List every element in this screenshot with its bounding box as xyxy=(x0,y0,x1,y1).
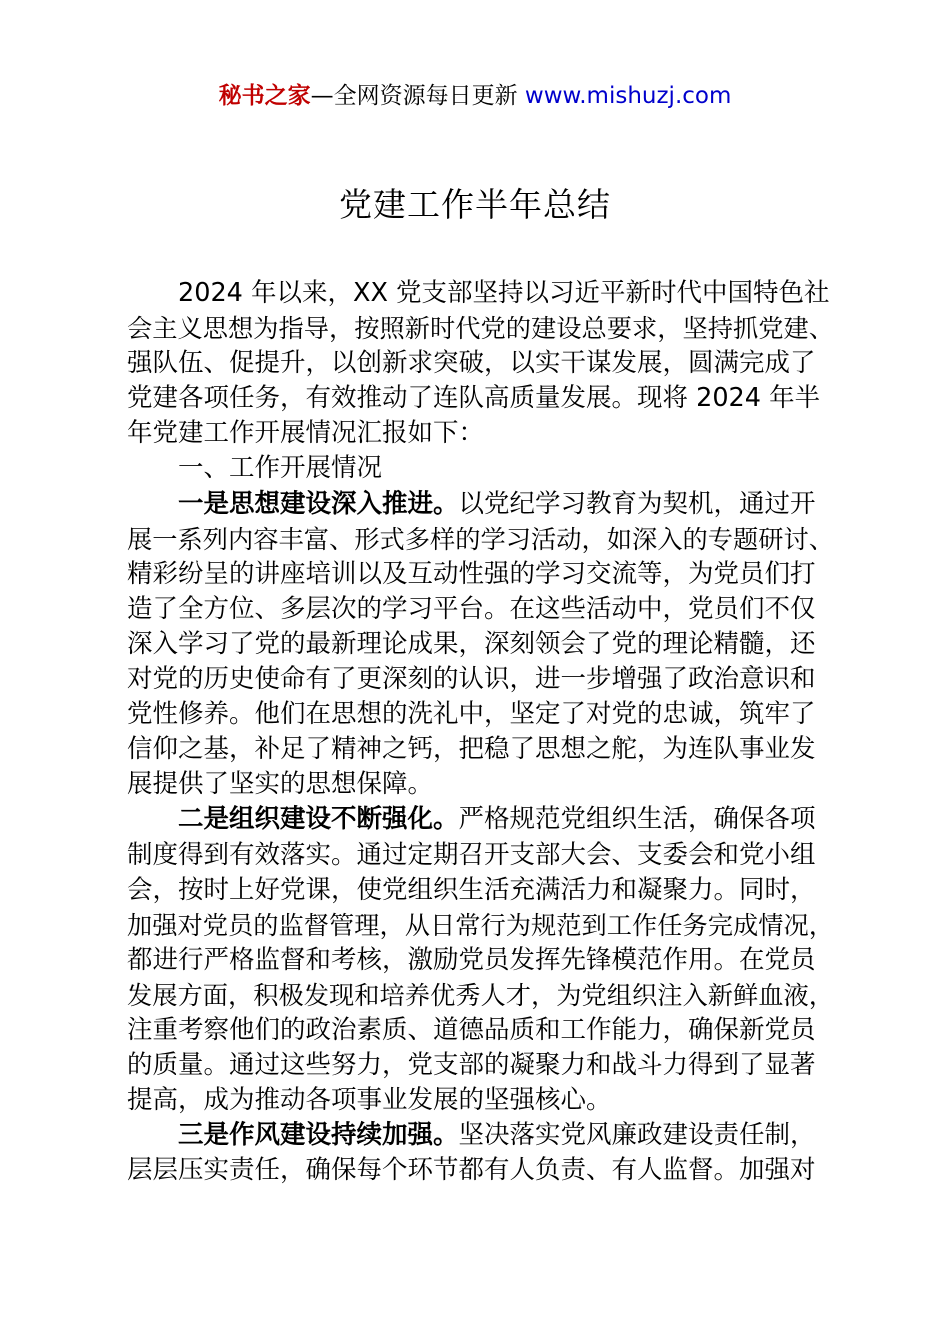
text-line xyxy=(127,873,837,908)
text-line xyxy=(127,416,837,451)
text-line xyxy=(127,451,837,486)
line-text: 会，按时上好党课，使党组织生活充满活力和凝聚力。同时， xyxy=(127,874,816,905)
site-header xyxy=(0,80,950,112)
line-text: 深入学习了党的最新理论成果，深刻领会了党的理论精髓，还 xyxy=(127,628,816,659)
text-line xyxy=(127,1083,837,1118)
text-line xyxy=(127,381,837,416)
text-line xyxy=(127,1048,837,1083)
line-text: 发展方面，积极发现和培养优秀人才，为党组织注入新鲜血液， xyxy=(127,980,834,1010)
text-line xyxy=(127,1013,837,1048)
text-line xyxy=(127,767,837,802)
line-text: 党性修养。他们在思想的洗礼中，坚定了对党的忠诚，筑牢了 xyxy=(127,699,816,730)
line-text: 强队伍、促提升，以创新求突破，以实干谋发展，圆满完成了 xyxy=(127,348,816,379)
text-line xyxy=(127,732,837,767)
line-text: 都进行严格监督和考核，激励党员发挥先锋模范作用。在党员 xyxy=(127,944,816,975)
text-line xyxy=(127,978,837,1013)
text-line xyxy=(127,592,837,627)
text-line xyxy=(127,1153,837,1188)
text-line xyxy=(127,346,837,381)
text-line xyxy=(127,943,837,978)
line-text: 加强对党员的监督管理，从日常行为规范到工作任务完成情况， xyxy=(127,910,834,940)
line-text: 展一系列内容丰富、形式多样的学习活动，如深入的专题研讨、 xyxy=(127,524,834,554)
line-text: 坚决落实党风廉政建设责任制， xyxy=(458,1120,816,1151)
text-line xyxy=(127,662,837,697)
paragraph-heading: 一是思想建设深入推进。 xyxy=(178,488,459,519)
line-text: 2024 年以来，XX 党支部坚持以习近平新时代中国特色社 xyxy=(178,278,830,308)
line-text: 层层压实责任，确保每个环节都有人负责、有人监督。加强对 xyxy=(127,1155,816,1186)
text-line xyxy=(127,311,837,346)
line-text: 精彩纷呈的讲座培训以及互动性强的学习交流等，为党员们打 xyxy=(127,558,816,589)
line-text: 的质量。通过这些努力，党支部的凝聚力和战斗力得到了显著 xyxy=(127,1050,816,1081)
line-text: 注重考察他们的政治素质、道德品质和工作能力，确保新党员 xyxy=(127,1014,816,1045)
document-body xyxy=(127,276,837,1188)
text-line xyxy=(127,522,837,557)
line-text: 一、工作开展情况 xyxy=(178,453,383,484)
line-text: 年党建工作开展情况汇报如下： xyxy=(127,418,485,449)
line-text: 展提供了坚实的思想保障。 xyxy=(127,769,434,800)
text-line xyxy=(127,1118,837,1153)
line-text: 以党纪学习教育为契机，通过开 xyxy=(458,488,816,519)
paragraph-heading: 三是作风建设持续加强。 xyxy=(178,1120,459,1151)
paragraph-heading: 二是组织建设不断强化。 xyxy=(178,804,459,835)
line-text: 会主义思想为指导，按照新时代党的建设总要求，坚持抓党建、 xyxy=(127,314,834,344)
line-text: 党建各项任务，有效推动了连队高质量发展。现将 2024 年半 xyxy=(127,383,821,414)
text-line xyxy=(127,908,837,943)
line-text: 严格规范党组织生活，确保各项 xyxy=(458,804,816,835)
text-line xyxy=(127,627,837,662)
line-text: 造了全方位、多层次的学习平台。在这些活动中，党员们不仅 xyxy=(127,593,816,624)
line-text: 制度得到有效落实。通过定期召开支部大会、支委会和党小组 xyxy=(127,839,816,870)
line-text: 对党的历史使命有了更深刻的认识，进一步增强了政治意识和 xyxy=(127,664,816,695)
line-text: 提高，成为推动各项事业发展的坚强核心。 xyxy=(127,1085,612,1116)
document-title: 党建工作半年总结 xyxy=(339,185,611,224)
text-line xyxy=(127,276,837,311)
site-url-link[interactable]: www.mishuzj.com xyxy=(524,83,732,109)
text-line xyxy=(127,802,837,837)
text-line xyxy=(127,487,837,522)
brand-name: 秘书之家 xyxy=(218,83,311,109)
text-line xyxy=(127,697,837,732)
line-text: 信仰之基，补足了精神之钙，把稳了思想之舵，为连队事业发 xyxy=(127,734,816,765)
text-line xyxy=(127,838,837,873)
header-tagline: —全网资源每日更新 xyxy=(310,83,525,109)
text-line xyxy=(127,557,837,592)
